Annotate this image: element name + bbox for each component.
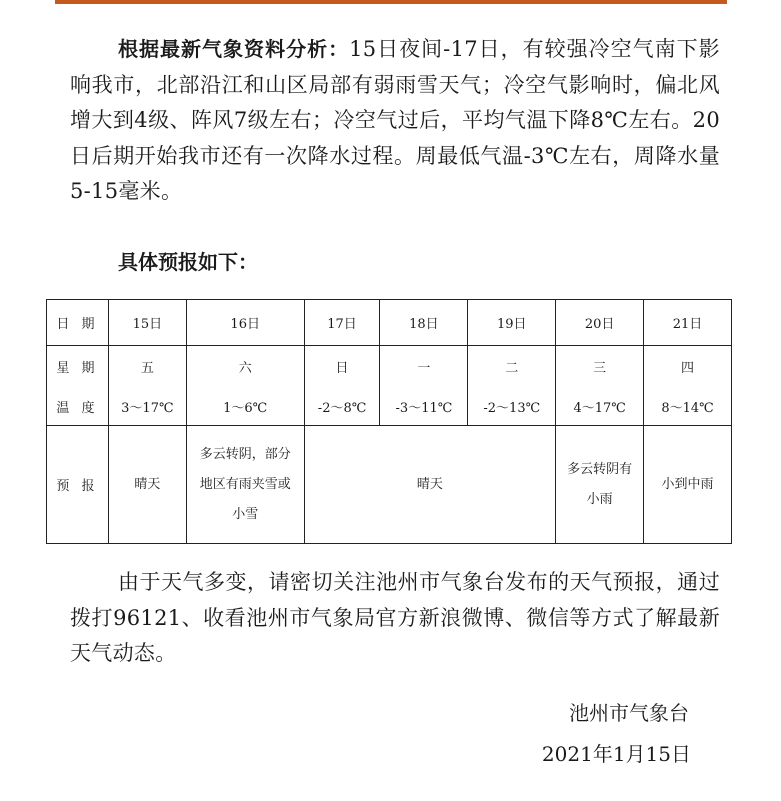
analysis-paragraph xyxy=(70,32,720,210)
date-label: 日 期 xyxy=(47,300,109,346)
weekday-cell: 一 xyxy=(380,346,468,388)
weekday-cell: 三 xyxy=(556,346,644,388)
weekday-cell: 二 xyxy=(468,346,556,388)
analysis-lead: 根据最新气象资料分析： xyxy=(118,37,350,61)
date-cell: 15日 xyxy=(108,300,186,346)
date-cell: 18日 xyxy=(380,300,468,346)
date-cell: 17日 xyxy=(304,300,380,346)
forecast-cell-16: 多云转阴，部分地区有雨夹雪或小雪 xyxy=(186,426,304,544)
temperature-cell: -3～11℃ xyxy=(380,388,468,426)
temperature-cell: -2～8℃ xyxy=(304,388,380,426)
forecast-cell-20: 多云转阴有小雨 xyxy=(556,426,644,544)
date-row xyxy=(47,300,732,346)
forecast-cell-17-19: 晴天 xyxy=(304,426,556,544)
date-cell: 21日 xyxy=(644,300,732,346)
signature-org: 池州市气象台 xyxy=(569,701,689,725)
temperature-cell: -2～13℃ xyxy=(468,388,556,426)
forecast-row xyxy=(47,426,732,544)
weekday-label: 星 期 xyxy=(47,346,109,388)
temperature-cell: 4～17℃ xyxy=(556,388,644,426)
temperature-row xyxy=(47,388,732,426)
weekday-cell: 四 xyxy=(644,346,732,388)
forecast-table xyxy=(46,299,732,544)
weekday-cell: 日 xyxy=(304,346,380,388)
weekday-row xyxy=(47,346,732,388)
date-cell: 20日 xyxy=(556,300,644,346)
temperature-cell: 8～14℃ xyxy=(644,388,732,426)
forecast-subheading: 具体预报如下： xyxy=(118,250,258,274)
forecast-label: 预 报 xyxy=(47,426,109,544)
closing-paragraph: 由于天气多变，请密切关注池州市气象台发布的天气预报，通过拨打96121、收看池州市气象局官方新浪微博、微信等方式了解最新天气动态。 xyxy=(70,570,720,665)
forecast-cell-15: 晴天 xyxy=(108,426,186,544)
weekday-cell: 五 xyxy=(108,346,186,388)
analysis-text: 15日夜间-17日，有较强冷空气南下影响我市，北部沿江和山区局部有弱雨雪天气；冷空气影响时，偏北风增大到4级、阵风7级左右；冷空气过后，平均气温下降8℃左右。20日后期开始我市还有一次降水过程。周最低气温-3℃左右，周降水量5-15毫米。 xyxy=(70,37,720,203)
forecast-cell-21: 小到中雨 xyxy=(644,426,732,544)
date-cell: 16日 xyxy=(186,300,304,346)
temperature-label: 温 度 xyxy=(47,388,109,426)
temperature-cell: 1～6℃ xyxy=(186,388,304,426)
date-cell: 19日 xyxy=(468,300,556,346)
top-accent-bar xyxy=(55,0,727,4)
temperature-cell: 3～17℃ xyxy=(108,388,186,426)
signature-date: 2021年1月15日 xyxy=(541,742,691,766)
weekday-cell: 六 xyxy=(186,346,304,388)
